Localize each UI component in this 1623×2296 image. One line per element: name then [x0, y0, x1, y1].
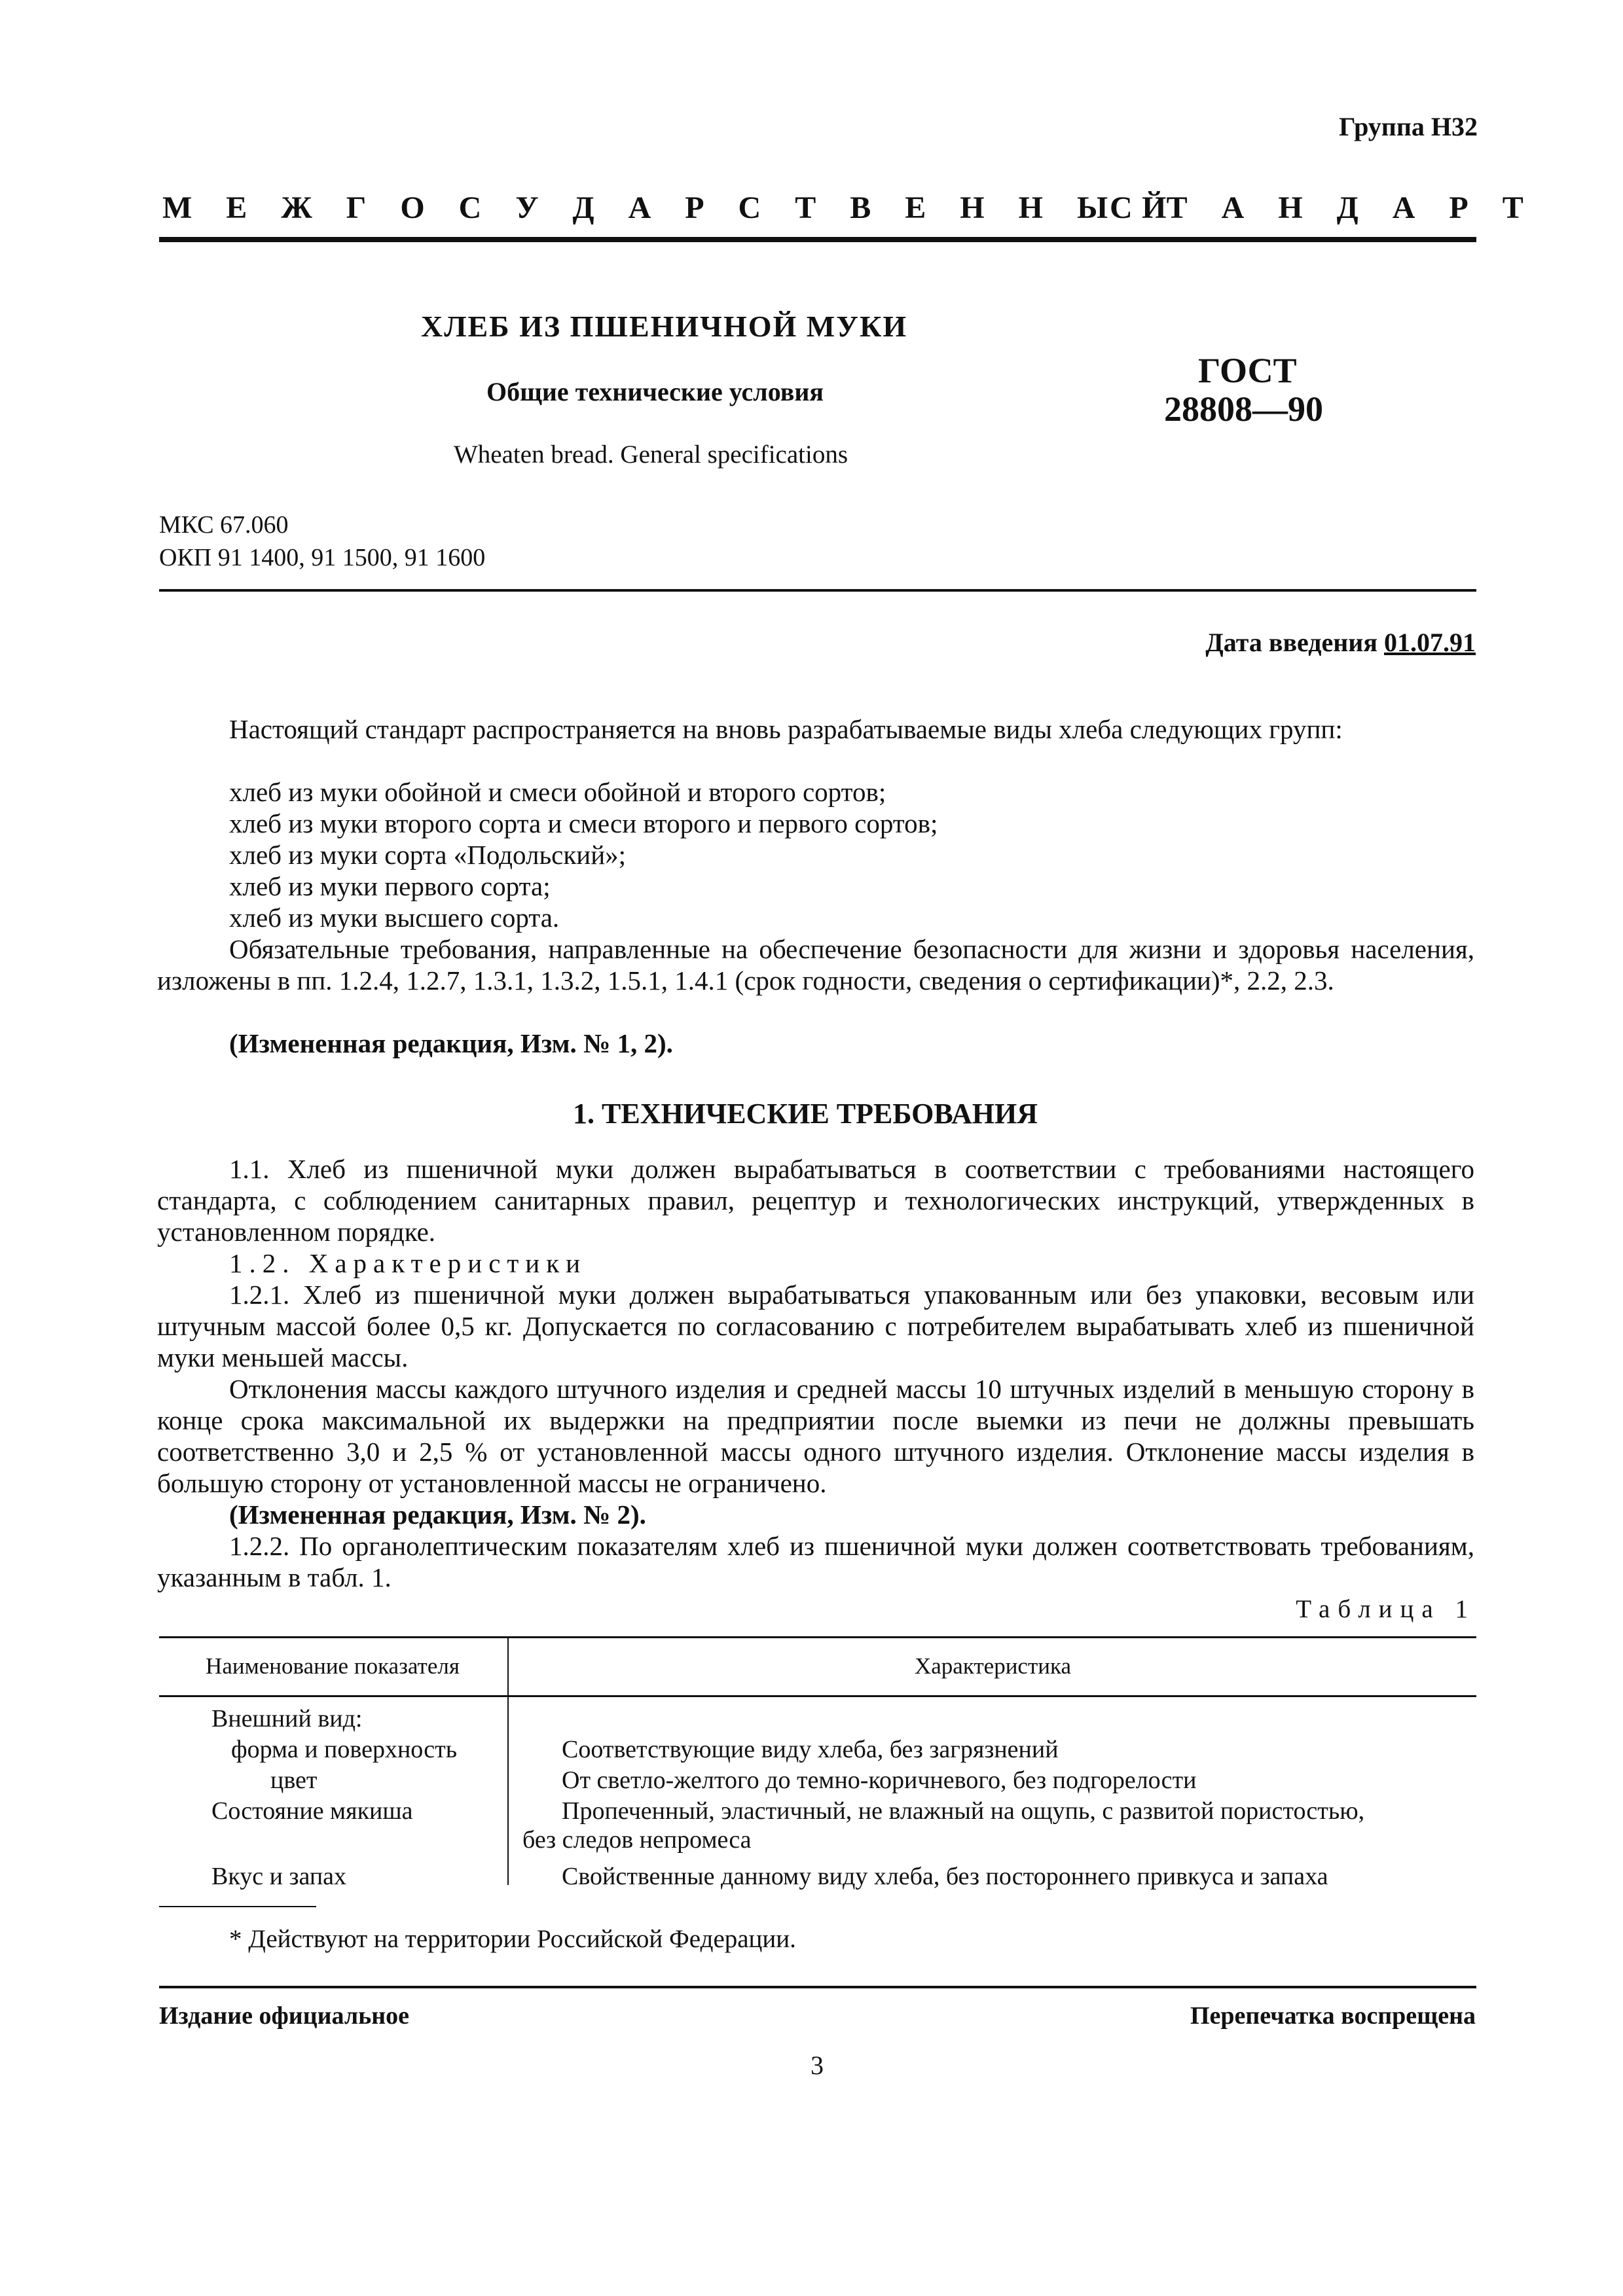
date-label: Дата введения: [1205, 628, 1384, 657]
table-col-header-name: Наименование показателя: [206, 1653, 460, 1679]
english-title: Wheaten bread. General specifications: [454, 440, 848, 469]
revision-note-1: (Измененная редакция, Изм. № 1, 2).: [229, 1028, 673, 1058]
date-value: 01.07.91: [1384, 628, 1476, 657]
intro-item-3: хлеб из муки сорта «Подольский»;: [229, 840, 627, 870]
mass-deviation-paragraph: Отклонения массы каждого штучного изделия и средней массы 10 штучных изделий в меньшую сторону в конце срока максимальной их выдержки на предприятии после выемки из печи не должны превышать соответственно 3,0 и 2,5 % от установленной массы одного штучного изделия. Отклонение массы изделия в большую сторону от установленной массы не ограничено.: [157, 1374, 1474, 1498]
clause-1-1: 1.1. Хлеб из пшеничной муки должен вырабатываться в соответствии с требованиями настоящего стандарта, с соблюдением санитарных правил, рецептур и технологических инструкций, утвержденных в установленном порядке.: [157, 1154, 1474, 1247]
gost-label: ГОСТ: [1198, 351, 1297, 390]
page-number: 3: [811, 2051, 824, 2080]
intro-paragraph: Настоящий стандарт распространяется на вновь разрабатываемые виды хлеба следующих групп:: [229, 714, 1343, 744]
table-row-name: Вкус и запах: [211, 1863, 347, 1890]
table-row-value: От светло-желтого до темно-коричневого, без подгорелости: [562, 1767, 1197, 1794]
clause-1-2-1: 1.2.1. Хлеб из пшеничной муки должен вырабатываться упакованным или без упаковки, весовым или штучным массой более 0,5 кг. Допускается по согласованию с потребителем вырабатывать хлеб из пшеничной муки меньшей массы.: [157, 1280, 1474, 1372]
table-column-divider: [507, 1636, 509, 1885]
group-label: Группа Н32: [1339, 112, 1478, 141]
introduction-date: [1205, 627, 1476, 658]
mandatory-requirements: Обязательные требования, направленные на обеспечение безопасности для жизни и здоровья населения, изложены в пп. 1.2.4, 1.2.7, 1.3.1, 1.3.2, 1.5.1, 1.4.1 (срок годности, сведения о сертификации)*, 2.2, 2.3.: [157, 934, 1474, 996]
mks-code: МКС 67.060: [159, 511, 289, 539]
codes-rule: [159, 589, 1476, 592]
table-row-value: Пропеченный, эластичный, не влажный на ощупь, с развитой пористостью,: [562, 1797, 1365, 1825]
document-title: ХЛЕБ ИЗ ПШЕНИЧНОЙ МУКИ: [421, 310, 908, 343]
section-heading: 1. ТЕХНИЧЕСКИЕ ТРЕБОВАНИЯ: [573, 1098, 1038, 1130]
intro-item-5: хлеб из муки высшего сорта.: [229, 903, 560, 933]
okp-code: ОКП 91 1400, 91 1500, 91 1600: [159, 544, 486, 571]
clause-1-2-2: 1.2.2. По органолептическим показателям хлеб из пшеничной муки должен соответствовать требованиям, указанным в табл. 1.: [157, 1531, 1474, 1592]
document-subtitle: Общие технические условия: [486, 377, 824, 406]
table-row-name: форма и поверхность: [231, 1736, 458, 1763]
table-row-value: Свойственные данному виду хлеба, без постороннего привкуса и запаха: [562, 1863, 1328, 1890]
table-row-value-cont: без следов непромеса: [522, 1826, 752, 1854]
intro-item-2: хлеб из муки второго сорта и смеси второго и первого сортов;: [229, 808, 938, 838]
banner-left: М Е Ж Г О С У Д А Р С Т В Е Н Н Ы Й: [162, 190, 1180, 225]
table-row-name: Внешний вид:: [211, 1705, 363, 1732]
table-header-rule: [159, 1695, 1476, 1697]
table-top-rule: [159, 1636, 1476, 1638]
intro-item-1: хлеб из муки обойной и смеси обойной и второго сортов;: [229, 777, 886, 807]
footnote: * Действуют на территории Российской Федерации.: [229, 1925, 796, 1953]
footnote-rule: [159, 1906, 316, 1907]
footer-reprint-prohibited: Перепечатка воспрещена: [1190, 2002, 1476, 2030]
table-row-name: Состояние мякиша: [211, 1797, 413, 1825]
table-col-header-characteristic: Характеристика: [914, 1653, 1072, 1679]
table-label: Таблица 1: [1296, 1595, 1476, 1623]
clause-1-2: 1.2. Характеристики: [229, 1248, 587, 1278]
table-row-name: цвет: [270, 1767, 318, 1794]
banner-right: С Т А Н Д А Р Т: [1110, 190, 1537, 225]
revision-note-2: (Измененная редакция, Изм. № 2).: [229, 1499, 646, 1530]
footer-official-edition: Издание официальное: [159, 2002, 410, 2030]
table-row-value: Соответствующие виду хлеба, без загрязнений: [562, 1736, 1059, 1763]
footer-rule: [159, 1986, 1476, 1988]
intro-item-4: хлеб из муки первого сорта;: [229, 871, 551, 901]
header-rule: [159, 237, 1476, 242]
gost-number: 28808—90: [1164, 389, 1323, 429]
